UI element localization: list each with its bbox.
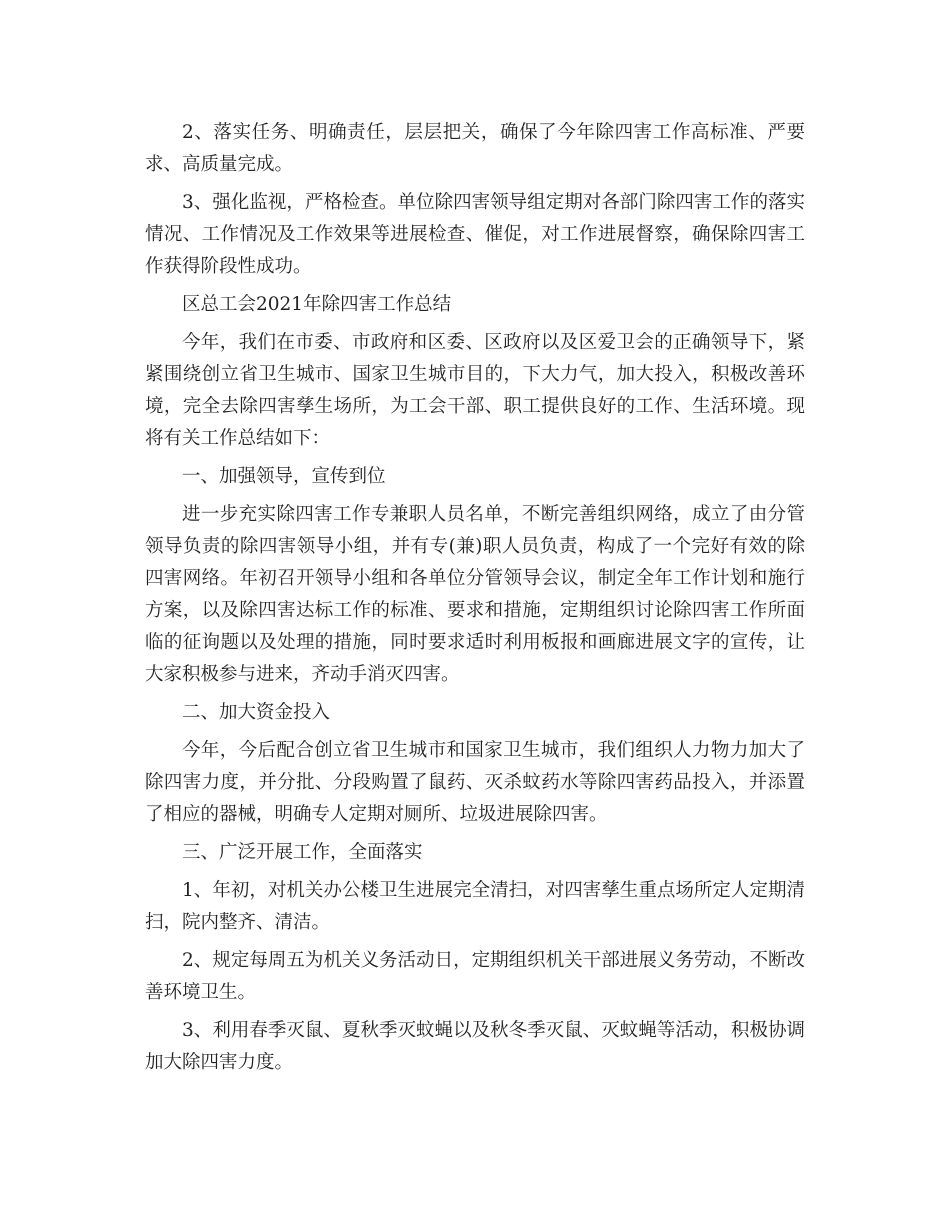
list-item-2: 2、规定每周五为机关义务活动日，定期组织机关干部进展义务劳动，不断改善环境卫生。 (145, 950, 805, 1003)
paragraph-item-2: 2、落实任务、明确责任，层层把关，确保了今年除四害工作高标准、严要求、高质量完成。 (145, 122, 805, 175)
section-title: 区总工会2021年除四害工作总结 (182, 294, 452, 315)
list-item-1: 1、年初，对机关办公楼卫生进展完全清扫，对四害孳生重点场所定人定期清扫，院内整齐、清洁。 (145, 880, 805, 933)
leadership-paragraph: 进一步充实除四害工作专兼职人员名单，不断完善组织网络，成立了由分管领导负责的除四害领导小组，并有专(兼)职人员负责，构成了一个完好有效的除四害网络。年初召开领导小组和各单位分管领导会议，制定全年工作计划和施行方案，以及除四害达标工作的标准、要求和措施，定期组织讨论除四害工作所面临的征询题以及处理的措施，同时要求适时利用板报和画廊进展文字的宣传，让大家积极参与进来，齐动手消灭四害。 (145, 504, 805, 685)
intro-paragraph: 今年，我们在市委、市政府和区委、区政府以及区爱卫会的正确领导下，紧紧围绕创立省卫生城市、国家卫生城市目的，下大力气，加大投入，积极改善环境，完全去除四害孳生场所，为工会干部、职工提供良好的工作、生活环境。现将有关工作总结如下： (145, 332, 805, 449)
heading-two: 二、加大资金投入 (182, 702, 331, 723)
funding-paragraph: 今年，今后配合创立省卫生城市和国家卫生城市，我们组织人力物力加大了除四害力度，并分批、分段购置了鼠药、灭杀蚊药水等除四害药品投入，并添置了相应的器械，明确专人定期对厕所、垃圾进展除四害。 (145, 740, 805, 825)
document-page (145, 117, 805, 1085)
heading-three: 三、广泛开展工作，全面落实 (182, 842, 423, 863)
paragraph-item-3: 3、强化监视，严格检查。单位除四害领导组定期对各部门除四害工作的落实情况、工作情况及工作效果等进展检查、催促，对工作进展督察，确保除四害工作获得阶段性成功。 (145, 192, 805, 277)
heading-one: 一、加强领导，宣传到位 (182, 466, 386, 487)
list-item-3: 3、利用春季灭鼠、夏秋季灭蚊蝇以及秋冬季灭鼠、灭蚊蝇等活动，积极协调加大除四害力度。 (145, 1020, 805, 1073)
